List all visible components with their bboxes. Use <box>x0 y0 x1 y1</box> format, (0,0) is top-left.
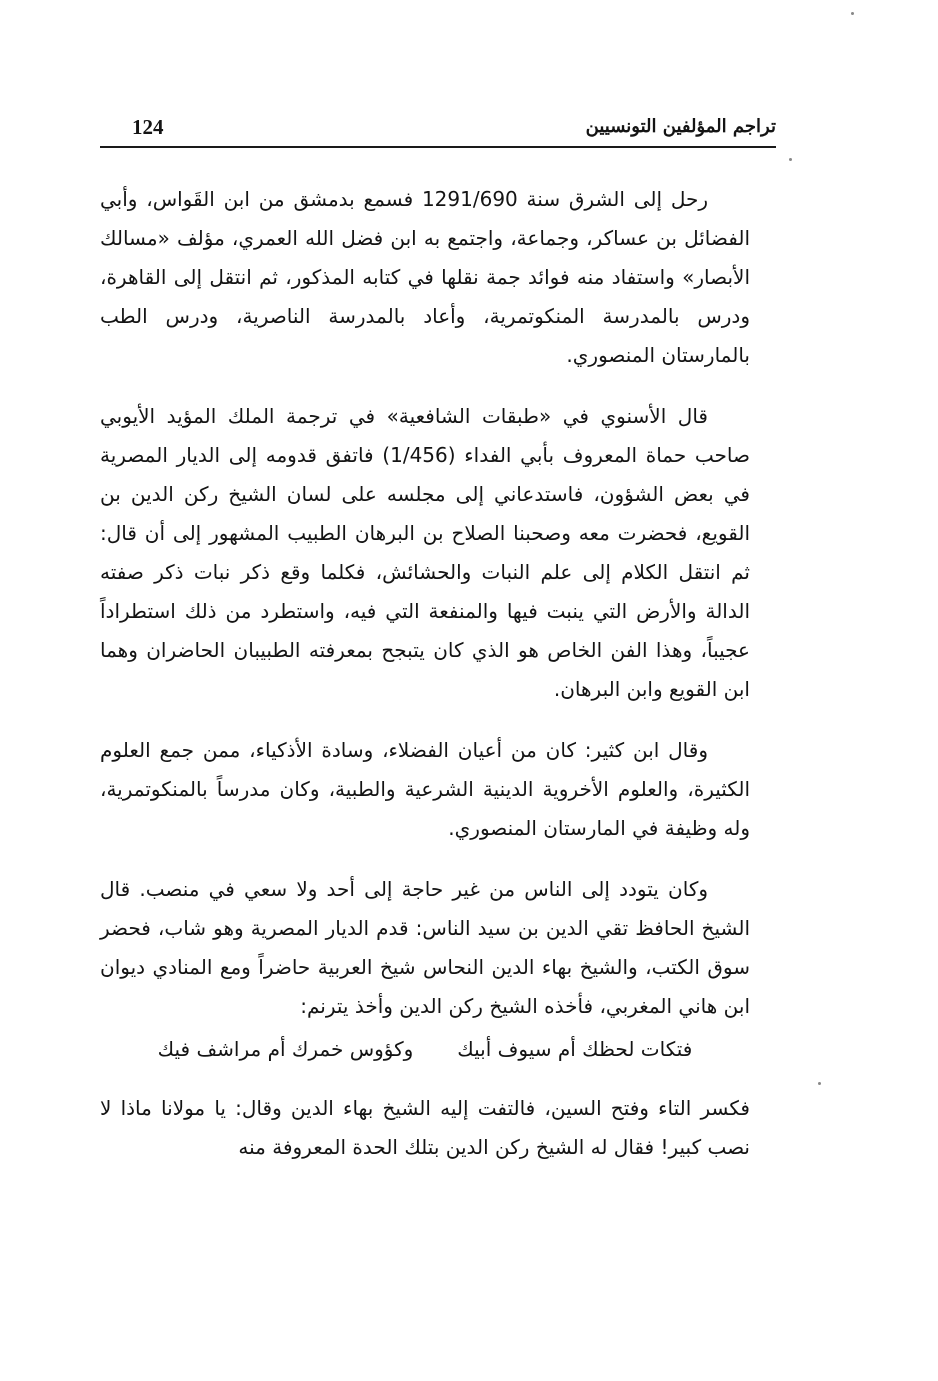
scan-speck <box>851 12 854 15</box>
scan-speck <box>818 1082 821 1085</box>
body-text <box>100 180 750 1189</box>
scan-speck <box>789 158 792 161</box>
running-title: تراجم المؤلفين التونسيين <box>585 116 776 137</box>
paragraph: وقال ابن كثير: كان من أعيان الفضلاء، وسادة الأذكياء، ممن جمع العلوم الكثيرة، والعلوم الأخروية الدينية الشرعية والطبية، وكان مدرساً بالمنكوتمرية، وله وظيفة في المارستان المنصوري. <box>100 738 750 840</box>
verse-first-hemistich: فتكات لحظك أم سيوف أبيك <box>457 1037 693 1061</box>
page-header <box>100 108 776 148</box>
paragraph: قال الأسنوي في «طبقات الشافعية» في ترجمة الملك المؤيد الأيوبي صاحب حماة المعروف بأبي الفداء (1/456) فاتفق قدومه إلى الديار المصرية في بعض الشؤون، فاستدعاني إلى مجلسه على لسان الشيخ ركن الدين بن القويع، فحضرت معه وصحبنا الصلاح بن البرهان الطبيب المشهور إلى أن قال: ثم انتقل الكلام إلى علم النبات والحشائش، فكلما وقع ذكر نبات ذكر صفته الدالة والأرض التي ينبت فيها والمنفعة التي فيه، واستطرد من ذلك استطراداً عجيباً، وهذا الفن الخاص هو الذي كان يتبجح بمعرفته الطبيبان الحاضران وهما ابن القويع وابن البرهان. <box>100 404 750 701</box>
paragraph: رحل إلى الشرق سنة 1291/690 فسمع بدمشق من ابن القَواس، وأبي الفضائل بن عساكر، وجماعة، واجتمع به ابن فضل الله العمري، مؤلف «مسالك الأبصار» واستفاد منه فوائد جمة نقلها في كتابه المذكور، ثم انتقل إلى القاهرة، ودرس بالمدرسة المنكوتمرية، وأعاد بالمدرسة الناصرية، ودرس الطب بالمارستان المنصوري. <box>100 187 750 367</box>
page-number: 124 <box>132 115 164 139</box>
poetry-verse <box>100 1030 750 1069</box>
paragraph: وكان يتودد إلى الناس من غير حاجة إلى أحد ولا سعي في منصب. قال الشيخ الحافظ تقي الدين بن سيد الناس: قدم الديار المصرية وهو شاب، فحضر سوق الكتب، والشيخ بهاء الدين النحاس شيخ العربية حاضراً ومع المنادي ديوان ابن هاني المغربي، فأخذه الشيخ ركن الدين وأخذ يترنم: <box>100 877 750 1018</box>
verse-second-hemistich: وكؤوس خمرك أم مراشف فيك <box>157 1037 414 1061</box>
paragraph: فكسر التاء وفتح السين، فالتفت إليه الشيخ بهاء الدين وقال: يا مولانا ماذا لا نصب كبير! فقال له الشيخ ركن الدين بتلك الحدة المعروفة منه <box>100 1096 750 1159</box>
